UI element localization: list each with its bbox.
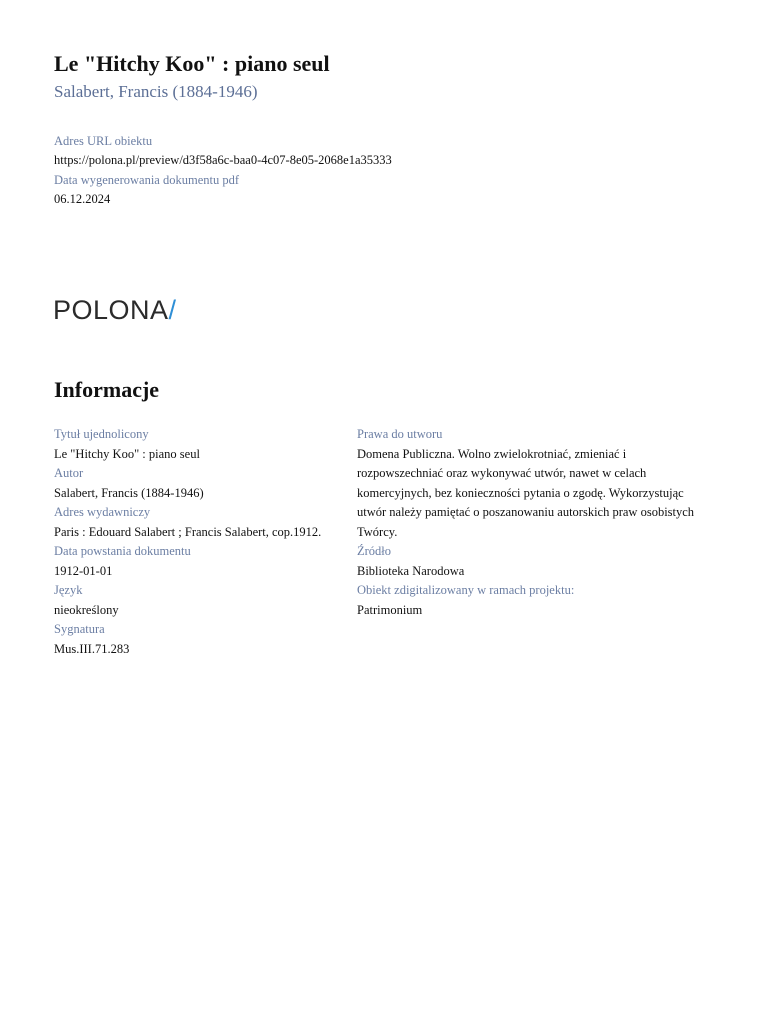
url-value: https://polona.pl/preview/d3f58a6c-baa0-4c07-8e05-2068e1a35333 <box>54 153 392 167</box>
field-label: Źródło <box>357 544 392 558</box>
field-label: Adres wydawniczy <box>54 505 151 519</box>
field-value: Mus.III.71.283 <box>54 641 130 656</box>
field-value: Salabert, Francis (1884-1946) <box>54 485 204 500</box>
field-label: Język <box>54 583 83 597</box>
field-value: Le "Hitchy Koo" : piano seul <box>54 446 200 461</box>
section-title-informacje: Informacje <box>54 377 160 402</box>
field-label: Obiekt zdigitalizowany w ramach projektu: <box>357 583 575 597</box>
field-label: Sygnatura <box>54 622 105 636</box>
field-value: 1912-01-01 <box>54 563 113 578</box>
field-value: Patrimonium <box>357 602 423 617</box>
field-label: Tytuł ujednolicony <box>54 427 149 441</box>
field-label: Autor <box>54 466 84 480</box>
field-author <box>54 464 344 503</box>
field-uniform-title <box>54 425 344 464</box>
field-language <box>54 581 344 620</box>
info-column-right <box>357 425 707 620</box>
field-creation-date <box>54 542 344 581</box>
url-label: Adres URL obiektu <box>54 134 153 148</box>
field-value: Paris : Edouard Salabert ; Francis Salabert, cop.1912. <box>54 524 322 539</box>
field-rights <box>357 425 707 542</box>
field-value: nieokreślony <box>54 602 119 617</box>
field-signature <box>54 620 344 659</box>
field-label: Prawa do utworu <box>357 427 443 441</box>
document-title: Le "Hitchy Koo" : piano seul <box>54 51 330 76</box>
generated-date-label: Data wygenerowania dokumentu pdf <box>54 173 240 187</box>
generated-date-value: 06.12.2024 <box>54 192 111 206</box>
logo-slash: / <box>168 295 177 325</box>
field-value: Domena Publiczna. Wolno zwielokrotniać, zmieniać i rozpowszechniać oraz wykonywać utwór, nawet w celach komercyjnych, bez konieczności pytania o zgodę. Wykorzystując utwór należy pamiętać o poszanowaniu autorskich praw osobistych Twórcy. <box>357 446 695 539</box>
polona-logo <box>53 294 177 326</box>
document-author: Salabert, Francis (1884-1946) <box>54 82 258 101</box>
field-source <box>357 542 707 581</box>
logo-text: POLONA <box>53 295 169 325</box>
field-publisher <box>54 503 344 542</box>
info-column-left <box>54 425 344 659</box>
field-label: Data powstania dokumentu <box>54 544 191 558</box>
field-project <box>357 581 707 620</box>
field-value: Biblioteka Narodowa <box>357 563 465 578</box>
